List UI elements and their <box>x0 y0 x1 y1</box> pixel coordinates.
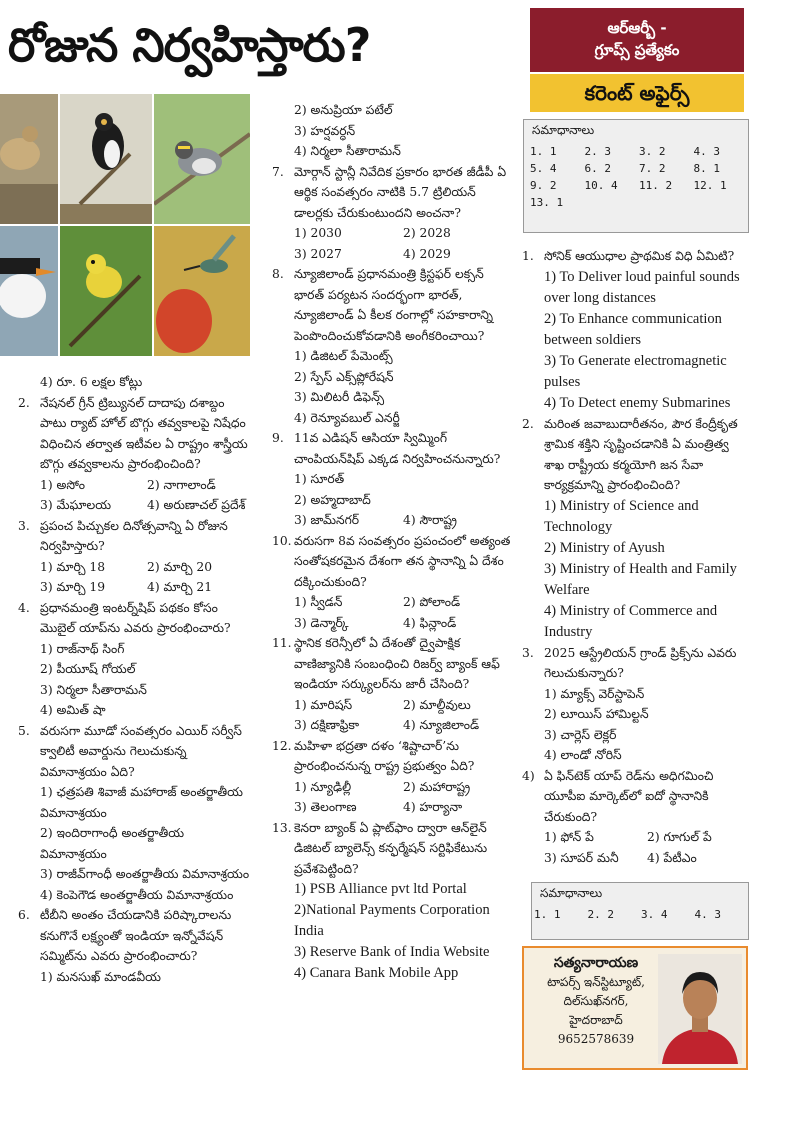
option: 3) డెన్మార్క్ <box>294 615 349 630</box>
author-institute: టాపర్స్ ఇన్‌స్టిట్యూట్, <box>547 975 645 989</box>
option: 1) మార్చి 18 <box>40 559 106 574</box>
option: 1) డిజిటల్ పేమెంట్స్ <box>294 349 393 363</box>
option: 2) మాల్దీవులు <box>403 697 471 712</box>
option: 1) మనసుఖ్ మాండవీయ <box>40 969 161 984</box>
option: 1) 2030 <box>294 226 342 240</box>
answers-heading: సమాధానాలు <box>540 886 603 900</box>
answer-cell: 3. 4 <box>641 908 668 921</box>
answer-cell: 6. 2 <box>584 162 611 175</box>
answer-cell: 5. 4 <box>530 162 557 175</box>
answer-cell: 4. 3 <box>693 145 720 158</box>
question-11 <box>272 633 512 695</box>
q1-option-4: 4) రూ. 6 లక్షల కోట్లు <box>40 375 143 389</box>
option: 4) అరుణాచల్ ప్రదేశ్ <box>147 498 246 512</box>
question-number: 13. <box>272 820 292 835</box>
question-number: 10. <box>272 533 292 548</box>
question-5 <box>18 721 254 783</box>
answer-cell: 2. 3 <box>584 145 611 158</box>
answer-cell: 9. 2 <box>530 179 557 192</box>
options-row <box>18 495 254 516</box>
question-text: కెనరా బ్యాంక్ ఏ ప్లాట్‌ఫాం ద్వారా ఆన్‌లైన్ డిజిటల్ బ్యాలెన్స్ కన్ఫర్మేషన్ సర్టిఫికేటును ప్రవేశపెట్టింది? <box>294 820 488 876</box>
option: 2) మహారాష్ట్ర <box>403 779 471 794</box>
question-12 <box>272 736 512 777</box>
option: 2) గూగుల్ పే <box>647 830 712 844</box>
answer-cell: 8. 1 <box>693 162 720 175</box>
question-text: స్థానిక కరెన్సీలో ఏ దేశంతో ద్వైపాక్షిక వాణిజ్యానికి సంబంధించి రిజర్వ్ బ్యాంక్ ఆఫ్ ఇండియా సర్క్యులర్‌ను జారీ చేసింది? <box>294 636 500 691</box>
person-icon <box>658 954 742 1064</box>
section-banner: కరెంట్ అఫైర్స్ <box>530 74 744 112</box>
option: 4) Canara Bank Mobile App <box>294 965 459 981</box>
option: 4) నిర్మలా సీతారామన్ <box>294 144 401 158</box>
option: 4) అమిత్ షా <box>40 703 106 717</box>
bird-photo-collage <box>0 94 248 356</box>
option: 1) To Deliver loud painful sounds over long distances <box>544 268 740 306</box>
exam-banner-line2: గ్రూప్స్ ప్రత్యేకం <box>594 41 680 59</box>
option: 1) PSB Alliance pvt ltd Portal <box>294 881 467 897</box>
question-8 <box>272 264 512 346</box>
question-3 <box>522 643 750 684</box>
option: 2) లూయిస్ హామిల్టన్ <box>544 707 649 721</box>
exam-banner-line1: ఆర్ఆర్బీ - <box>607 19 667 37</box>
option: 1) అసోం <box>40 477 85 492</box>
question-text: టీబీని అంతం చేయడానికి పరిష్కారాలను కనుగొనే లక్ష్యంతో ఇండియా ఇన్నోవేషన్ సమ్మిట్‌ను ఎవరు ప్రారంభించారు? <box>40 908 232 963</box>
answers-table <box>530 143 748 211</box>
option: 2) అనుప్రియా పటేల్ <box>294 103 393 117</box>
option: 3) దక్షిణాఫ్రికా <box>294 718 359 732</box>
answers-box-top <box>523 119 749 233</box>
question-13 <box>272 818 512 880</box>
author-details <box>530 954 662 1049</box>
question-4 <box>522 766 750 828</box>
question-6 <box>18 905 254 967</box>
bird-photo-grey-warbler <box>154 94 250 224</box>
bird-photo-black-white <box>60 94 152 224</box>
question-number: 9. <box>272 431 284 445</box>
question-text: నేషనల్ గ్రీన్ ట్రిబ్యునల్ దాదాపు దశాబ్దం పాటు ర్యాట్ హోల్ బొగ్గు తవ్వకాలపై నిషేధం విధించిన తర్వాత ఇటీవల ఏ రాష్ట్రం శాస్త్రీయ బొగ్గు తవ్వకాలను ప్రారంభించింది? <box>40 395 248 471</box>
option: 2)National Payments Corporation India <box>294 902 490 939</box>
question-2 <box>522 414 750 496</box>
question-number: 3. <box>18 518 30 533</box>
answer-cell: 7. 2 <box>639 162 666 175</box>
option: 2) అహ్మదాబాద్ <box>294 492 371 507</box>
option: 4) To Detect enemy Submarines <box>544 394 731 411</box>
question-text: మహిళా భద్రతా దళం ‘శిష్టాచార్’ను ప్రారంభించనున్న రాష్ట్ర ప్రభుత్వం ఏది? <box>294 738 475 773</box>
answer-cell: 10. 4 <box>584 179 618 192</box>
option: 1) మ్యాక్స్ వెర్‌స్టాపెన్ <box>544 686 645 701</box>
options-row <box>272 510 512 531</box>
option: 1) ఫోన్ పే <box>544 830 594 844</box>
option: 4) హర్యానా <box>403 800 463 814</box>
question-number: 2. <box>522 416 534 431</box>
question-text: న్యూజిలాండ్ ప్రధానమంత్రి క్రిస్టఫర్ లక్సన్ భారత్ పర్యటన సందర్భంగా భారత్, న్యూజిలాండ్ ఏ కీలక రంగాల్లో సహకారాన్ని పెంపొందించుకోవడానికి అంగీకరించాయి? <box>294 267 494 343</box>
page-title: రోజున నిర్వహిస్తారు? <box>8 18 371 72</box>
bird-photo-yellow-warbler <box>60 226 152 356</box>
question-number: 4) <box>522 768 535 783</box>
option: 1) ఛత్రపతి శివాజీ మహారాజ్ అంతర్జాతీయ విమానాశ్రయం <box>40 785 243 820</box>
option: 2) పోలాండ్ <box>403 595 461 609</box>
question-number: 6. <box>18 908 30 922</box>
option: 4) ఫిన్లాండ్ <box>403 615 457 630</box>
option: 2) ఇందిరాగాంధీ అంతర్జాతీయ విమానాశ్రయం <box>40 826 185 861</box>
bird-photo-tern <box>0 226 58 356</box>
option: 4) Ministry of Commerce and Industry <box>544 602 718 640</box>
author-name: సత్యనారాయణ <box>553 955 639 971</box>
options-row <box>272 777 512 798</box>
question-number: 4. <box>18 600 30 615</box>
option: 2) 2028 <box>403 226 451 240</box>
author-locality: దిల్‌సుఖ్‌నగర్, <box>563 994 629 1008</box>
option: 3) To Generate electromagnetic pulses <box>544 352 727 390</box>
answer-cell: 12. 1 <box>693 179 727 192</box>
question-text: వరుసగా 8వ సంవత్సరం ప్రపంచంలో అత్యంత సంతోషకరమైన దేశంగా తన స్థానాన్ని ఏ దేశం దక్కించుకుంది? <box>294 533 511 589</box>
options-row <box>522 848 750 869</box>
author-photo <box>658 954 742 1064</box>
question-text: 2025 ఆస్ట్రేలియన్ గ్రాండ్ ప్రిక్స్‌ను ఎవరు గెలుచుకున్నారు? <box>544 645 737 680</box>
question-number: 1. <box>522 249 534 263</box>
exam-banner <box>530 8 744 72</box>
question-text: సోనిక్ ఆయుధాల ప్రాథమిక విధి ఏమిటి? <box>544 249 735 263</box>
answers-table <box>534 906 748 923</box>
question-2 <box>18 393 254 475</box>
answer-cell: 4. 3 <box>694 908 721 921</box>
answer-cell: 11. 2 <box>639 179 673 192</box>
question-number: 5. <box>18 723 30 738</box>
answer-cell: 3. 2 <box>639 145 666 158</box>
question-7 <box>272 162 512 224</box>
options-row <box>272 715 512 736</box>
bird-photo-hummingbird <box>154 226 250 356</box>
question-9 <box>272 428 512 469</box>
question-text: వరుసగా మూడో సంవత్సరం ఎయిర్ సర్వీస్ క్వాలిటీ అవార్డును గెలుచుకున్న విమానాశ్రయం ఏది? <box>40 723 242 779</box>
question-number: 3. <box>522 645 534 660</box>
question-10 <box>272 531 512 593</box>
answer-cell: 1. 1 <box>534 908 561 921</box>
options-row <box>272 613 512 634</box>
option: 3) హర్షవర్ధన్ <box>294 123 356 138</box>
answer-cell: 2. 2 <box>587 908 614 921</box>
option: 4) సౌరాష్ట్ర <box>403 513 457 527</box>
option: 1) స్వీడన్ <box>294 595 343 609</box>
question-number: 12. <box>272 738 292 753</box>
question-text: మోర్గాన్ స్టాన్లీ నివేదిక ప్రకారం భారత జీడీపీ ఏ ఆర్థిక సంవత్సరం నాటికి 5.7 ట్రిలియన్ డాలర్లకు చేరుకుంటుందని అంచనా? <box>294 164 507 220</box>
question-text: మరింత జవాబుదారీతనం, పౌర కేంద్రీకృత శ్రామిక శక్తిని సృష్టించడానికి ఏ మంత్రిత్వ శాఖ రాష్ట్రీయ కర్మయోగి జన సేవా కార్యక్రమాన్ని ప్రారంభించింది? <box>544 416 738 492</box>
option: 4) న్యూజిలాండ్ <box>403 718 480 732</box>
options-row <box>18 475 254 496</box>
option: 3) తెలంగాణ <box>294 800 357 814</box>
options-row <box>18 577 254 598</box>
question-number: 11. <box>272 636 292 650</box>
option: 4) కెంపెగౌడ అంతర్జాతీయ విమానాశ్రయం <box>40 887 234 902</box>
question-text: ప్రధానమంత్రి ఇంటర్న్‌షిప్ పథకం కోసం మొబైల్ యాప్‌ను ఎవరు ప్రారంభించారు? <box>40 600 231 635</box>
option: 3) చార్లెస్ లెక్లర్ <box>544 727 617 742</box>
option: 4) లాండో నోరిస్ <box>544 748 622 762</box>
option: 3) మిలిటరీ డిఫెన్స్ <box>294 390 385 404</box>
option: 4) రెన్యూవబుల్ ఎనర్జీ <box>294 410 400 425</box>
column-1 <box>18 372 254 987</box>
option: 3) సూపర్ మనీ <box>544 850 619 865</box>
question-number: 8. <box>272 267 284 281</box>
option: 3) నిర్మలా సీతారామన్ <box>40 682 147 697</box>
column-3 <box>522 246 750 868</box>
bird-photo-sandpiper <box>0 94 58 224</box>
answer-cell: 13. 1 <box>530 196 564 209</box>
option: 2) పీయూష్ గోయల్ <box>40 662 136 676</box>
option: 2) మార్చి 20 <box>147 559 213 574</box>
option: 2) Ministry of Ayush <box>544 539 665 556</box>
option: 4) పేటీఎం <box>647 850 697 865</box>
options-row <box>272 223 512 244</box>
option: 3) మార్చి 19 <box>40 580 106 594</box>
question-number: 2. <box>18 395 30 410</box>
options-row <box>272 592 512 613</box>
option: 3) మేఘాలయ <box>40 498 112 512</box>
option: 4) 2029 <box>403 246 451 261</box>
answer-cell: 1. 1 <box>530 145 557 158</box>
option: 2) నాగాలాండ్ <box>147 477 216 492</box>
option: 2) To Enhance communication between soldiers <box>544 310 722 348</box>
author-phone: 9652578639 <box>557 1032 635 1046</box>
option: 1) మారిషస్ <box>294 697 353 712</box>
option: 3) రాజీవ్‌గాంధీ అంతర్జాతీయ విమానాశ్రయం <box>40 867 250 881</box>
question-4 <box>18 598 254 639</box>
author-box <box>522 946 748 1070</box>
options-row <box>272 797 512 818</box>
options-row <box>272 244 512 265</box>
options-row <box>18 557 254 578</box>
option: 3) జామ్‌నగర్ <box>294 513 360 527</box>
question-text: ఏ ఫిన్‌టెక్ యాప్ రెడ్‌ను అధిగమించి యూపీఐ మార్కెట్‌లో ఐదో స్థానానికి చేరుకుంది? <box>544 768 714 824</box>
option: 1) న్యూఢిల్లీ <box>294 779 352 794</box>
options-row <box>522 827 750 848</box>
option: 4) మార్చి 21 <box>147 580 213 594</box>
question-text: ప్రపంచ పిచ్చుకల దినోత్సవాన్ని ఏ రోజున నిర్వహిస్తారు? <box>40 518 228 553</box>
options-row <box>272 695 512 716</box>
question-1 <box>522 246 750 267</box>
question-number: 7. <box>272 164 284 179</box>
option: 3) Ministry of Health and Family Welfare <box>544 560 737 598</box>
question-text: 11వ ఎడిషన్ ఆసియా స్విమ్మింగ్ చాంపియన్‌షిప్ ఎక్కడ నిర్వహించనున్నారు? <box>294 431 501 466</box>
column-2 <box>272 100 512 984</box>
question-3 <box>18 516 254 557</box>
option: 1) సూరత్ <box>294 472 345 486</box>
option: 2) స్పేస్ ఎక్స్‌ప్లోరేషన్ <box>294 369 394 384</box>
option: 1) రాజ్‌నాథ్ సింగ్ <box>40 641 125 656</box>
answers-heading: సమాధానాలు <box>532 123 595 137</box>
option: 1) Ministry of Science and Technology <box>544 497 699 535</box>
answers-box-bottom <box>531 882 749 940</box>
author-city: హైదరాబాద్ <box>569 1013 623 1027</box>
option: 3) 2027 <box>294 246 342 261</box>
option: 3) Reserve Bank of India Website <box>294 944 490 960</box>
